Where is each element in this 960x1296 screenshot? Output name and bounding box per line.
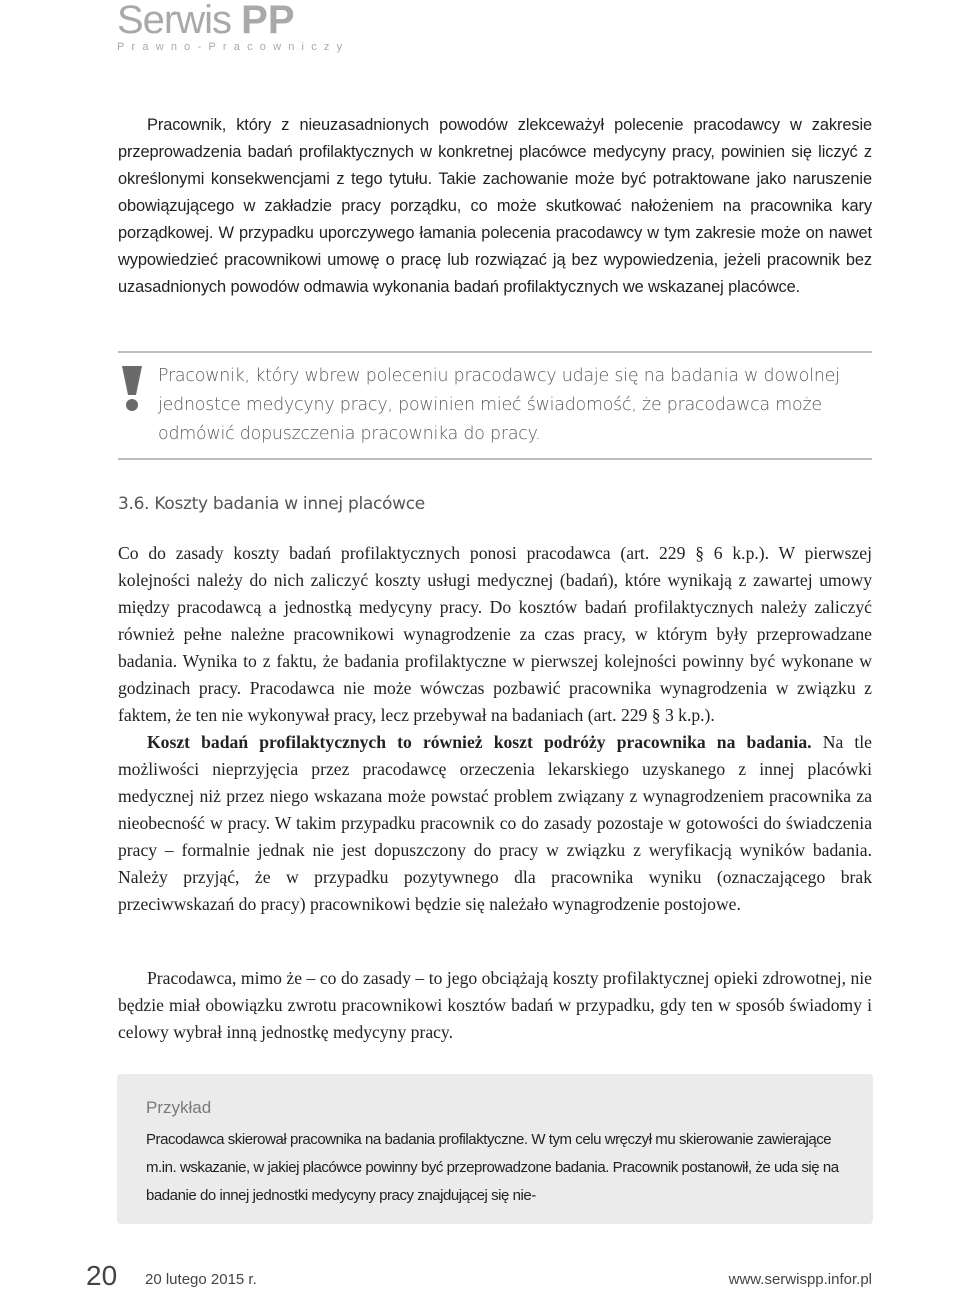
example-text: Pracodawca skierował pracownika na badania profilaktyczne. W tym celu wręczył mu skierowanie zawierające m.in. wskazanie, w jakiej placówce powinny być przeprowadzone badania. Pracownik postanowił, że uda się na badanie do innej jednostki medycyny pracy znajdującej się nie-	[146, 1131, 839, 1204]
section-heading: 3.6. Koszty badania w innej placówce	[118, 494, 425, 514]
paragraph-costs-continued: Na tle możliwości nieprzyjęcia przez pracodawcę orzeczenia lekarskiego uzyskanego z innej placówki medycznej niż przez niego wskazana może powstać problem związany z wynagrodzeniem pracownika za nieobecność w pracy. W takim przypadku pracownik co do zasady pozostaje w gotowości do świadczenia pracy – formalnie jednak nie jest dopuszczony do pracy w związku z weryfikacją wyników badania. Należy przyjąć, że w przypadku pozytywnego dla pracownika wyniku (oznaczającego brak przeciwwskazań do pracy) pracownikowi będzie się należało wynagrodzenie postojowe.	[118, 732, 872, 914]
paragraph-reimbursement: Pracodawca, mimo że – co do zasady – to jego obciążają koszty profilaktycznej opieki zdrowotnej, nie będzie miał obowiązku zwrotu pracownikowi kosztów badań w przypadku, gdy ten w sposób świadomy i celowy wybrał inną jednostkę medycyny pracy.	[118, 968, 872, 1042]
issue-date: 20 lutego 2015 r.	[145, 1271, 257, 1288]
example-box	[117, 1074, 873, 1224]
callout-bottom-rule	[118, 458, 872, 460]
callout-top-rule	[118, 351, 872, 353]
logo-main-text: Serwis	[117, 0, 232, 42]
logo	[117, 0, 349, 53]
logo-subtitle: Prawno-Pracowniczy	[117, 41, 350, 53]
bold-lead: Koszt badań profilaktycznych to również koszt podróży pracownika na badania.	[147, 732, 812, 752]
paragraph-costs	[118, 540, 872, 918]
exclamation-icon	[115, 364, 149, 412]
page-number: 20	[86, 1260, 118, 1291]
logo-bold-text: PP	[241, 0, 295, 42]
example-title: Przykład	[146, 1098, 212, 1117]
website-url: www.serwispp.infor.pl	[728, 1271, 872, 1288]
paragraph-costs-text: Co do zasady koszty badań profilaktycznych ponosi pracodawca (art. 229 § 6 k.p.). W pierwszej kolejności należy do nich zaliczyć koszty usługi medycznej (badań), które wynikają z zawartej umowy między pracodawcą a jednostką medycyny pracy. Do kosztów badań profilaktycznych należy zaliczyć również pełne należne pracownikowi wynagrodzenie za czas pracy, w którym były przeprowadzane badania. Wynika to z faktu, że badania profilaktyczne w pierwszej kolejności powinny być wykonane w godzinach pracy. Pracodawca nie może wówczas pozbawić pracownika wynagrodzenia w związku z faktem, że ten nie wykonywał pracy, lecz przebywał na badaniach (art. 229 § 3 k.p.).	[118, 543, 872, 725]
warning-callout: Pracownik, który wbrew poleceniu pracodawcy udaje się na badania w dowolnej jednostce medycyny pracy, powinien mieć świadomość, że pracodawca może odmówić dopuszczenia pracownika do pracy.	[158, 366, 840, 444]
paragraph-intro: Pracownik, który z nieuzasadnionych powodów zlekceważył polecenie pracodawcy w zakresie przeprowadzenia badań profilaktycznych w konkretnej placówce medycyny pracy, powinien się liczyć z określonymi konsekwencjami z tego tytułu. Takie zachowanie może być potraktowane jako naruszenie obowiązującego w zakładzie pracy porządku, co może skutkować nałożeniem na pracownika kary porządkowej. W przypadku uporczywego łamania polecenia pracodawcy w tym zakresie może on nawet wypowiedzieć pracownikowi umowę o pracę lub rozwiązać ją bez wypowiedzenia, jeżeli pracownik bez uzasadnionych powodów odmawia wykonania badań profilaktycznych we wskazanej placówce.	[118, 116, 872, 296]
